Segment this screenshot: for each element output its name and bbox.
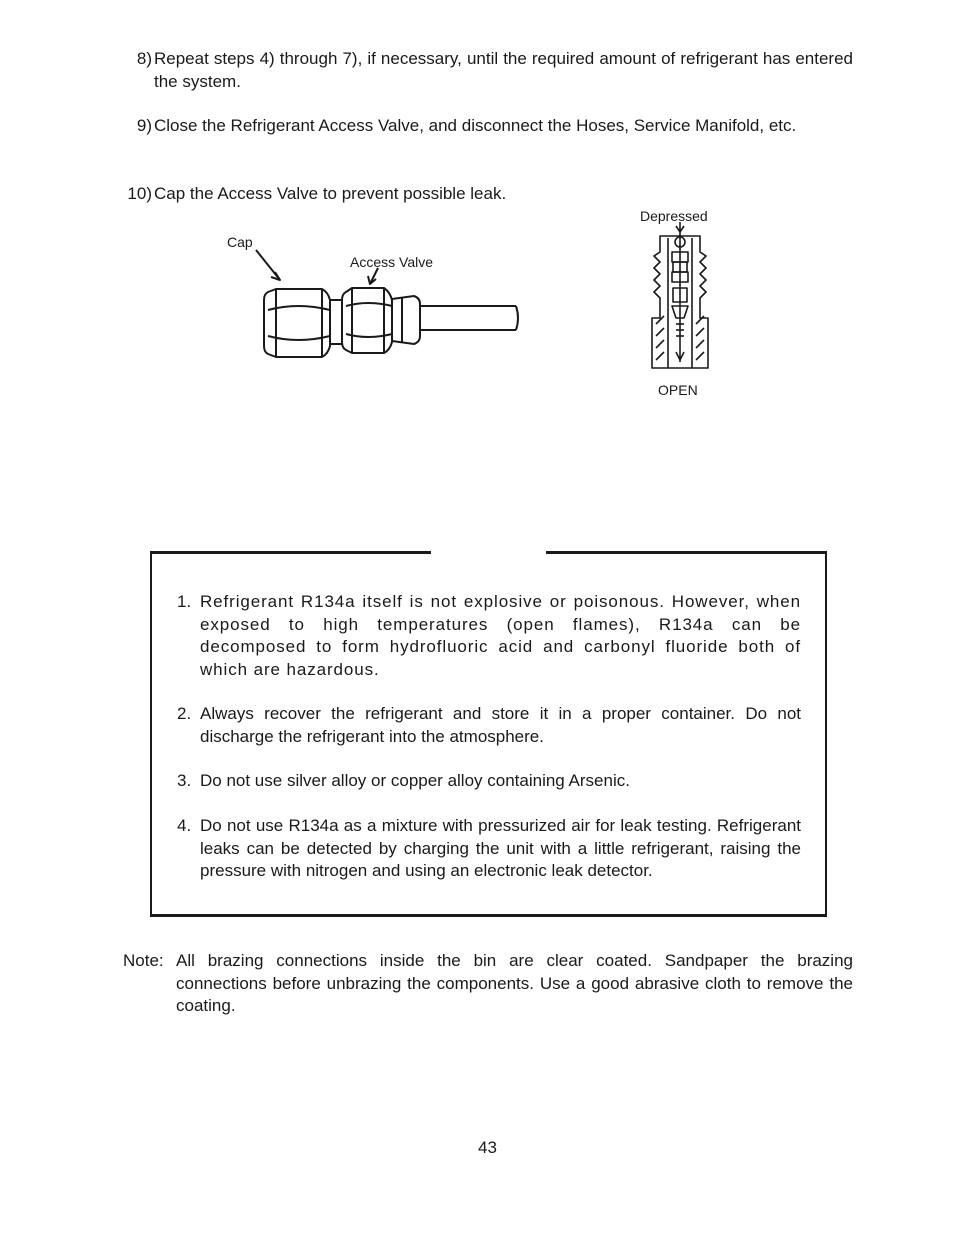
warning-number: 1. [177,592,192,611]
step-text: Close the Refrigerant Access Valve, and disconnect the Hoses, Service Manifold, etc. [154,116,797,135]
note-label: Note: [123,951,164,970]
warning-number: 4. [177,816,192,835]
warning-item-3 [177,770,801,793]
warning-number: 3. [177,771,192,790]
warning-text: Refrigerant R134a itself is not explosive or poisonous. However, when exposed to high temperatures (open flames), R134a can be decomposed to form hydrofluoric acid and carbonyl fluoride both of which are hazardous. [200,592,801,679]
warning-item-2 [177,703,801,748]
box-top-border-left [150,551,431,554]
depressed-label: Depressed [640,208,708,224]
step-text: Cap the Access Valve to prevent possible leak. [154,184,507,203]
note [123,950,853,1018]
note-text: All brazing connections inside the bin are clear coated. Sandpaper the brazing connections before unbrazing the components. Use a good abrasive cloth to remove the coating. [176,951,853,1015]
box-top-border-right [546,551,827,554]
warning-item-4 [177,815,801,883]
step-number: 9) [136,116,152,135]
warning-number: 2. [177,704,192,723]
warning-text: Do not use R134a as a mixture with pressurized air for leak testing. Refrigerant leaks can be detected by charging the unit with a little refrigerant, raising the pressure with nitrogen and using an electronic leak detector. [200,816,801,880]
open-label: OPEN [658,382,698,398]
access-valve-label: Access Valve [350,254,433,270]
step-text: Repeat steps 4) through 7), if necessary, until the required amount of refrigerant has entered the system. [154,49,853,91]
caution-box [150,551,827,917]
step-number: 10) [127,184,152,203]
warning-item-1 [177,591,801,681]
warning-text: Always recover the refrigerant and store it in a proper container. Do not discharge the refrigerant into the atmosphere. [200,704,801,746]
valve-core-cross-section [0,0,954,420]
warning-text: Do not use silver alloy or copper alloy containing Arsenic. [200,771,630,790]
cap-label: Cap [227,234,253,250]
page-number: 43 [478,1138,497,1157]
step-number: 8) [136,49,152,68]
